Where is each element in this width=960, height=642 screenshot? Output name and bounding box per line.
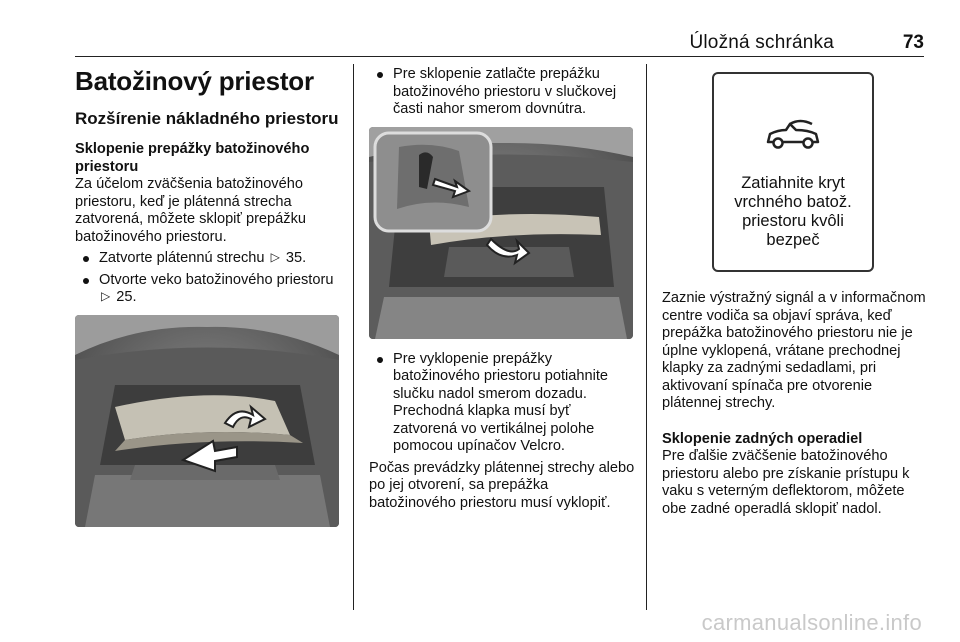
list-item	[75, 272, 343, 307]
arrow-ref-icon: ▷	[270, 250, 280, 264]
warning-line: bezpeč	[766, 231, 820, 249]
section-title: Batožinový priestor	[75, 66, 314, 96]
list-item	[75, 250, 343, 268]
column-divider-2	[646, 64, 647, 610]
warning-message-text	[714, 174, 872, 250]
warning-message-box	[712, 72, 874, 272]
arrow-ref-icon: ▷	[101, 289, 111, 303]
column-1	[75, 64, 343, 527]
page-ref[interactable]: 25.	[116, 289, 137, 305]
warning-line: priestoru kvôli	[742, 212, 844, 230]
warning-line: vrchného batož.	[734, 193, 852, 211]
convertible-car-icon	[760, 114, 824, 154]
trunk-photo-2	[369, 127, 633, 339]
header-title: Úložná schránka	[689, 32, 834, 53]
note-paragraph: Počas prevádzky plátennej strechy alebo po jej otvorení, sa prepážka batožinového priestoru musí vyklopiť.	[369, 459, 635, 511]
trunk-photo-1	[75, 315, 339, 527]
step-list	[75, 250, 343, 307]
topic-heading: Sklopenie zadných operadiel	[662, 430, 863, 447]
step-list	[369, 66, 635, 119]
list-item-text: Pre sklopenie zatlačte prepážku batožinového priestoru v slučkovej časti nahor smerom dovnútra.	[393, 66, 617, 117]
warning-display-panel	[662, 64, 924, 276]
header-rule	[75, 56, 924, 57]
step-list	[369, 351, 635, 456]
bullet-icon	[83, 256, 89, 262]
list-item-text: Zatvorte plátennú strechu	[99, 250, 265, 266]
page-header	[75, 32, 924, 54]
bullet-icon	[377, 72, 383, 78]
bullet-icon	[377, 357, 383, 363]
watermark-logo: carmanualsonline.info	[701, 610, 922, 635]
list-item	[369, 66, 635, 119]
bullet-icon	[83, 278, 89, 284]
topic-heading: Sklopenie prepážky batožinového priestoru	[75, 141, 310, 175]
list-item	[369, 351, 635, 456]
warning-description: Zaznie výstražný signál a v informačnom centre vodiča sa objaví správa, keď prepážka batožinového priestoru nie je úplne vyklopená, vrátane prechodnej klapky za zadnými sedadlami, pri aktivovaní spínača pre otvorenie plátennej strechy.	[662, 290, 926, 411]
page-number: 73	[902, 32, 924, 53]
list-item-text: Otvorte veko batožinového priestoru	[99, 271, 334, 288]
column-2	[369, 64, 635, 512]
subsection-title: Rozšírenie nákladného priestoru	[75, 109, 339, 128]
list-item-text: Pre vyklopenie prepážky batožinového priestoru potiahnite slučku nadol smerom dozadu. Prechodná klapka musí byť zatvorená vo vertikálnej polohe pomocou upínačov Velcro.	[393, 350, 609, 454]
page-ref[interactable]: 35.	[285, 250, 307, 266]
warning-line: Zatiahnite kryt	[741, 174, 845, 192]
intro-paragraph: Za účelom zväčšenia batožinového priestoru, keď je plátenná strecha zatvorená, môžete sklopiť prepážku batožinového priestoru.	[75, 176, 306, 245]
seatback-paragraph: Pre ďalšie zväčšenie batožinového priestoru alebo pre získanie prístupu k vaku s veterným deflektorom, môžete obe zadné operadlá sklopiť nadol.	[662, 448, 910, 517]
column-divider-1	[353, 64, 354, 610]
column-3	[662, 64, 926, 518]
